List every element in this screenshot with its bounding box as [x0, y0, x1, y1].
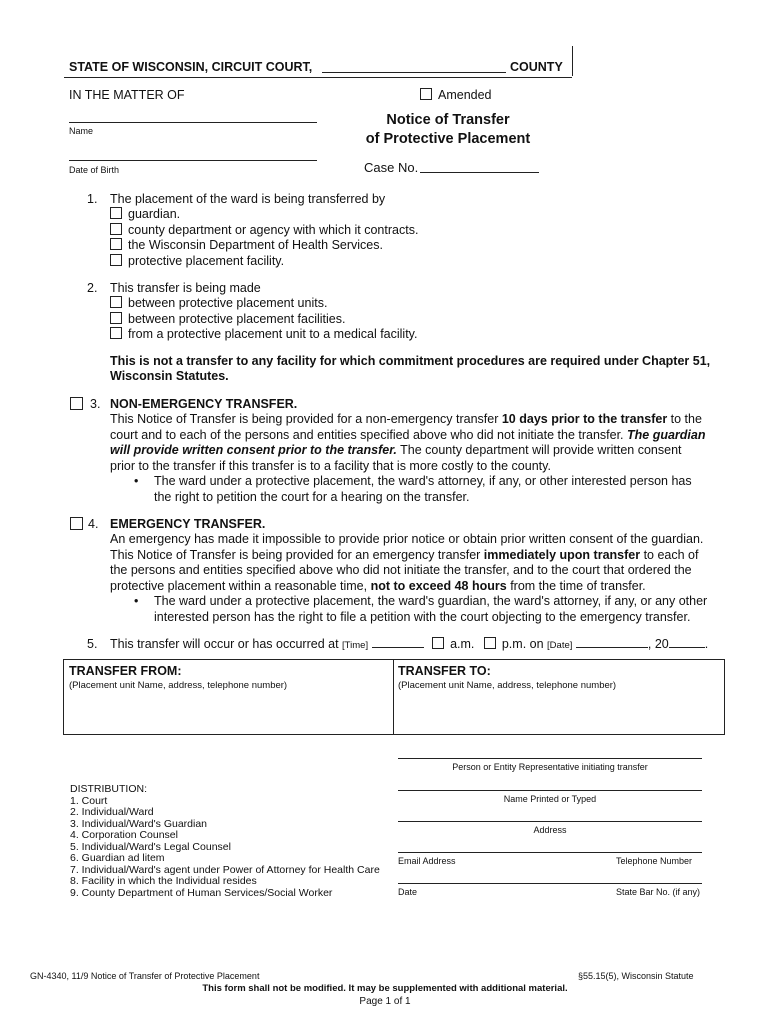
- text-bold: immediately upon transfer: [483, 547, 641, 562]
- form-number: GN-4340, 11/9 Notice of Transfer of Protective Placement: [30, 971, 260, 981]
- text: An emergency has made it impossible to provide prior notice or obtain prior written consent of the guardian.: [110, 532, 704, 546]
- bullet-text: The ward under a protective placement, the ward's guardian, the ward's attorney, if any, or any other: [154, 594, 708, 608]
- text-bold-italic: will provide written consent prior to the transfer.: [110, 443, 397, 457]
- option-label: between protective placement facilities.: [128, 311, 346, 326]
- pm-label: p.m. on: [501, 637, 544, 651]
- transfer-to-title: TRANSFER TO:: [398, 664, 491, 678]
- item5-row: [110, 637, 708, 651]
- checkbox[interactable]: [110, 238, 122, 250]
- item1-option-guardian[interactable]: [110, 207, 418, 223]
- text: This Notice of Transfer is being provided for an emergency transfer: [110, 547, 484, 562]
- court-line: STATE OF WISCONSIN, CIRCUIT COURT,: [69, 60, 313, 74]
- checkbox[interactable]: [110, 223, 122, 235]
- item4-body: [110, 532, 725, 625]
- text: prior to the transfer if this transfer is to a facility that is more costly to the county.: [110, 458, 551, 473]
- option-label: guardian.: [128, 207, 181, 221]
- list-item: 2. Individual/Ward: [70, 806, 154, 818]
- header-divider: [572, 46, 573, 76]
- item2-option-facilities[interactable]: [110, 312, 417, 328]
- item1-intro: The placement of the ward is being transferred by: [110, 192, 386, 206]
- list-item: 3. Individual/Ward's Guardian: [70, 817, 208, 830]
- date-field[interactable]: [576, 637, 648, 648]
- item2-intro: This transfer is being made: [110, 281, 261, 295]
- item3-title: NON-EMERGENCY TRANSFER.: [110, 397, 298, 411]
- statute-ref: §55.15(5), Wisconsin Statute: [578, 971, 694, 981]
- list-item: 5. Individual/Ward's Legal Counsel: [70, 840, 231, 853]
- case-no-field[interactable]: [420, 160, 539, 173]
- modification-notice: This form shall not be modified. It may be supplemented with additional material.: [202, 983, 568, 994]
- bullet-text: The ward under a protective placement, the ward's attorney, if any, or other interested person has: [154, 474, 692, 488]
- transfer-to[interactable]: [398, 664, 616, 691]
- date-label: [Date]: [547, 640, 573, 651]
- year-prefix: , 20: [647, 637, 669, 651]
- item2-note: [110, 354, 710, 384]
- signature-caption: Person or Entity Representative initiating transfer: [452, 762, 648, 772]
- text-bold: not to exceed 48 hours: [370, 578, 507, 593]
- item1-option-dhs[interactable]: [110, 238, 418, 254]
- option-label: county department or agency with which it contracts.: [128, 222, 419, 237]
- item3-body: [110, 412, 720, 505]
- year-field[interactable]: [669, 637, 705, 648]
- distribution-list: [70, 784, 380, 899]
- amended-option[interactable]: [420, 88, 492, 102]
- item5-text: This transfer will occur or has occurred at: [110, 637, 339, 651]
- county-field[interactable]: [322, 60, 506, 73]
- checkbox[interactable]: [110, 312, 122, 324]
- name-printed-line[interactable]: [398, 790, 702, 791]
- item1-option-facility[interactable]: [110, 254, 418, 270]
- item2-options: [110, 296, 417, 343]
- item4-title: EMERGENCY TRANSFER.: [110, 517, 266, 531]
- text: The county department will provide written consent: [396, 443, 682, 457]
- checkbox[interactable]: [110, 296, 122, 308]
- name-label: Name: [69, 126, 94, 136]
- item2-number: 2.: [87, 281, 98, 295]
- text-bold: 10 days prior to the transfer: [501, 412, 668, 426]
- text-bold-italic: The guardian: [627, 427, 706, 442]
- time-field[interactable]: [372, 637, 424, 648]
- text: to the: [667, 412, 702, 426]
- time-label: [Time]: [342, 640, 369, 651]
- phone-caption: Telephone Number: [616, 856, 693, 866]
- email-caption: Email Address: [398, 856, 456, 866]
- transfer-from[interactable]: [69, 664, 287, 691]
- matter-label: IN THE MATTER OF: [69, 88, 185, 102]
- bullet-text: interested person has the right to file a petition with the court objecting to the emergency transfer.: [154, 609, 691, 624]
- bullet: •: [134, 594, 139, 608]
- county-label: COUNTY: [510, 60, 563, 74]
- note-line: This is not a transfer to any facility for which commitment procedures are required under Chapter 51,: [110, 354, 711, 368]
- address-caption: Address: [533, 825, 567, 835]
- text: protective placement within a reasonable time,: [110, 578, 371, 593]
- list-item: 6. Guardian ad litem: [70, 852, 165, 864]
- text: the persons and entities specified above who did not initiate the transfer, and to the court that ordered the: [110, 563, 692, 577]
- am-label: a.m.: [450, 637, 475, 651]
- item1-option-county[interactable]: [110, 223, 418, 239]
- name-field[interactable]: [69, 122, 317, 123]
- bullet: •: [134, 474, 139, 488]
- text: to each of: [640, 547, 699, 562]
- item1-number: 1.: [87, 192, 98, 206]
- option-label: the Wisconsin Department of Health Services.: [128, 238, 383, 252]
- transfer-from-hint: (Placement unit Name, address, telephone number): [69, 680, 288, 691]
- list-item: 4. Corporation Counsel: [70, 829, 178, 841]
- amended-label: Amended: [438, 88, 492, 102]
- list-item: 8. Facility in which the Individual resides: [70, 875, 257, 887]
- page-number: Page 1 of 1: [359, 996, 411, 1007]
- item3-checkbox-row[interactable]: [70, 397, 89, 412]
- transfer-from-title: TRANSFER FROM:: [69, 664, 182, 678]
- title-line-2: of Protective Placement: [365, 131, 531, 147]
- form-title: [348, 111, 548, 149]
- item4-checkbox[interactable]: [70, 517, 83, 530]
- list-item: 7. Individual/Ward's agent under Power of Attorney for Health Care: [70, 863, 380, 876]
- title-line-1: Notice of Transfer: [386, 112, 510, 128]
- address-line[interactable]: [398, 821, 702, 822]
- note-line: Wisconsin Statutes.: [110, 369, 229, 383]
- period: .: [704, 637, 709, 651]
- bar-caption: State Bar No. (if any): [616, 887, 701, 897]
- item2-option-units[interactable]: [110, 296, 417, 312]
- header-top-rule: [64, 77, 572, 78]
- checkbox[interactable]: [110, 327, 122, 339]
- text: from the time of transfer.: [506, 578, 646, 593]
- name-printed-caption: Name Printed or Typed: [503, 794, 597, 804]
- list-item: 9. County Department of Human Services/Social Worker: [70, 886, 333, 899]
- dob-field[interactable]: [69, 160, 317, 161]
- item5-number: 5.: [87, 637, 98, 651]
- am-checkbox[interactable]: [432, 637, 444, 649]
- transfer-divider: [393, 659, 394, 734]
- checkbox[interactable]: [110, 207, 122, 219]
- item3-number: 3.: [90, 397, 101, 411]
- item1-options: [110, 207, 418, 269]
- item2-option-medical[interactable]: [110, 327, 417, 343]
- pm-checkbox[interactable]: [484, 637, 496, 649]
- dob-label: Date of Birth: [69, 165, 120, 175]
- signature-line[interactable]: [398, 758, 702, 759]
- item4-checkbox-row[interactable]: [70, 517, 89, 532]
- option-label: protective placement facility.: [128, 253, 285, 268]
- checkbox[interactable]: [110, 254, 122, 266]
- text: court and to each of the persons and entities specified above who did not initiate the transfer.: [110, 427, 627, 442]
- date-caption: Date: [398, 887, 418, 897]
- text: This Notice of Transfer is being provided for a non-emergency transfer: [110, 412, 502, 426]
- amended-checkbox[interactable]: [420, 88, 432, 100]
- case-no-label: Case No.: [364, 160, 419, 175]
- bullet-text: the right to petition the court for a hearing on the transfer.: [154, 489, 470, 504]
- option-label: from a protective placement unit to a medical facility.: [128, 327, 418, 341]
- distribution-title: DISTRIBUTION:: [70, 783, 148, 795]
- option-label: between protective placement units.: [128, 296, 328, 310]
- email-phone-line[interactable]: [398, 852, 702, 853]
- date-bar-line[interactable]: [398, 883, 702, 884]
- item4-number: 4.: [88, 517, 99, 531]
- list-item: 1. Court: [70, 794, 108, 807]
- transfer-to-hint: (Placement unit Name, address, telephone number): [398, 680, 617, 691]
- item3-checkbox[interactable]: [70, 397, 83, 410]
